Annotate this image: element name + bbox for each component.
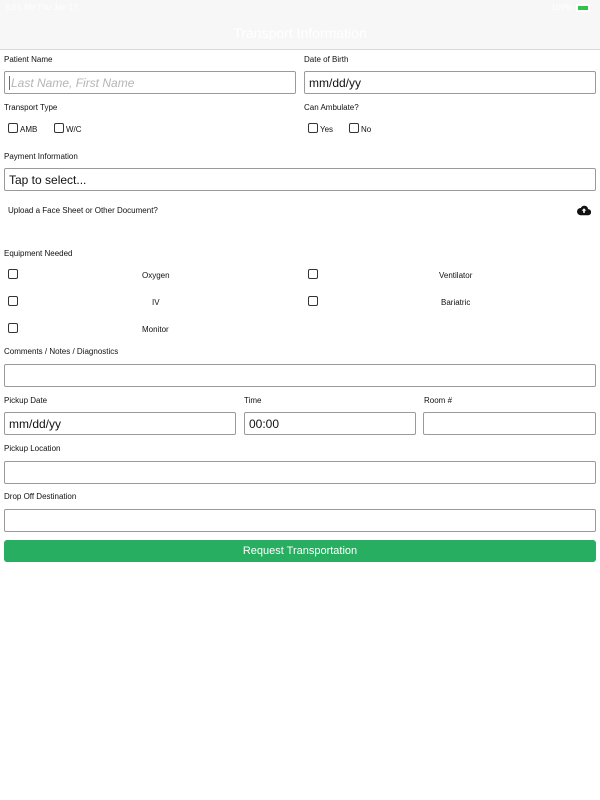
text-caret — [9, 76, 10, 90]
ventilator-checkbox[interactable] — [308, 269, 318, 279]
wc-label: W/C — [66, 125, 82, 134]
pickup-location-label: Pickup Location — [4, 444, 61, 453]
transport-type-label: Transport Type — [4, 103, 58, 112]
nav-header — [0, 0, 600, 50]
request-transportation-button[interactable]: Request Transportation — [4, 540, 596, 562]
time-label: Time — [244, 396, 262, 405]
ambulate-yes-label: Yes — [320, 125, 334, 134]
cloud-upload-icon[interactable] — [577, 204, 591, 216]
ambulate-no-checkbox[interactable] — [349, 123, 359, 133]
payment-label: Payment Information — [4, 152, 78, 161]
status-time: 5:51 AM Thu Jan 17 — [6, 3, 78, 12]
battery-icon — [576, 4, 590, 12]
ambulate-label: Can Ambulate? — [304, 103, 359, 112]
pickup-location-input[interactable] — [4, 461, 596, 484]
oxygen-label: Oxygen — [142, 271, 170, 280]
dropoff-label: Drop Off Destination — [4, 492, 77, 501]
time-input[interactable]: 00:00 — [244, 412, 416, 435]
patient-name-label: Patient Name — [4, 55, 53, 64]
ambulate-yes-checkbox[interactable] — [308, 123, 318, 133]
room-label: Room # — [424, 396, 453, 405]
iv-checkbox[interactable] — [8, 296, 18, 306]
bariatric-checkbox[interactable] — [308, 296, 318, 306]
dropoff-input[interactable] — [4, 509, 596, 532]
comments-input[interactable] — [4, 364, 596, 387]
wc-checkbox[interactable] — [54, 123, 64, 133]
bariatric-label: Bariatric — [441, 298, 471, 307]
amb-checkbox[interactable] — [8, 123, 18, 133]
dob-input[interactable]: mm/dd/yy — [304, 71, 596, 94]
upload-label: Upload a Face Sheet or Other Document? — [8, 206, 158, 215]
page-title: Transport Information — [233, 25, 367, 41]
pickup-date-label: Pickup Date — [4, 396, 48, 405]
battery-percent: 100% — [551, 3, 572, 12]
oxygen-checkbox[interactable] — [8, 269, 18, 279]
equipment-label: Equipment Needed — [4, 249, 73, 258]
pickup-date-input[interactable]: mm/dd/yy — [4, 412, 236, 435]
patient-name-input[interactable] — [4, 71, 296, 94]
room-input[interactable] — [423, 412, 596, 435]
monitor-label: Monitor — [142, 325, 169, 334]
amb-label: AMB — [20, 125, 38, 134]
monitor-checkbox[interactable] — [8, 323, 18, 333]
ventilator-label: Ventilator — [439, 271, 473, 280]
patient-name-placeholder: Last Name, First Name — [11, 75, 135, 90]
iv-label: IV — [152, 298, 160, 307]
ambulate-no-label: No — [361, 125, 372, 134]
dob-label: Date of Birth — [304, 55, 349, 64]
status-right — [552, 3, 590, 12]
comments-label: Comments / Notes / Diagnostics — [4, 347, 119, 356]
payment-select[interactable]: Tap to select... — [4, 168, 596, 191]
